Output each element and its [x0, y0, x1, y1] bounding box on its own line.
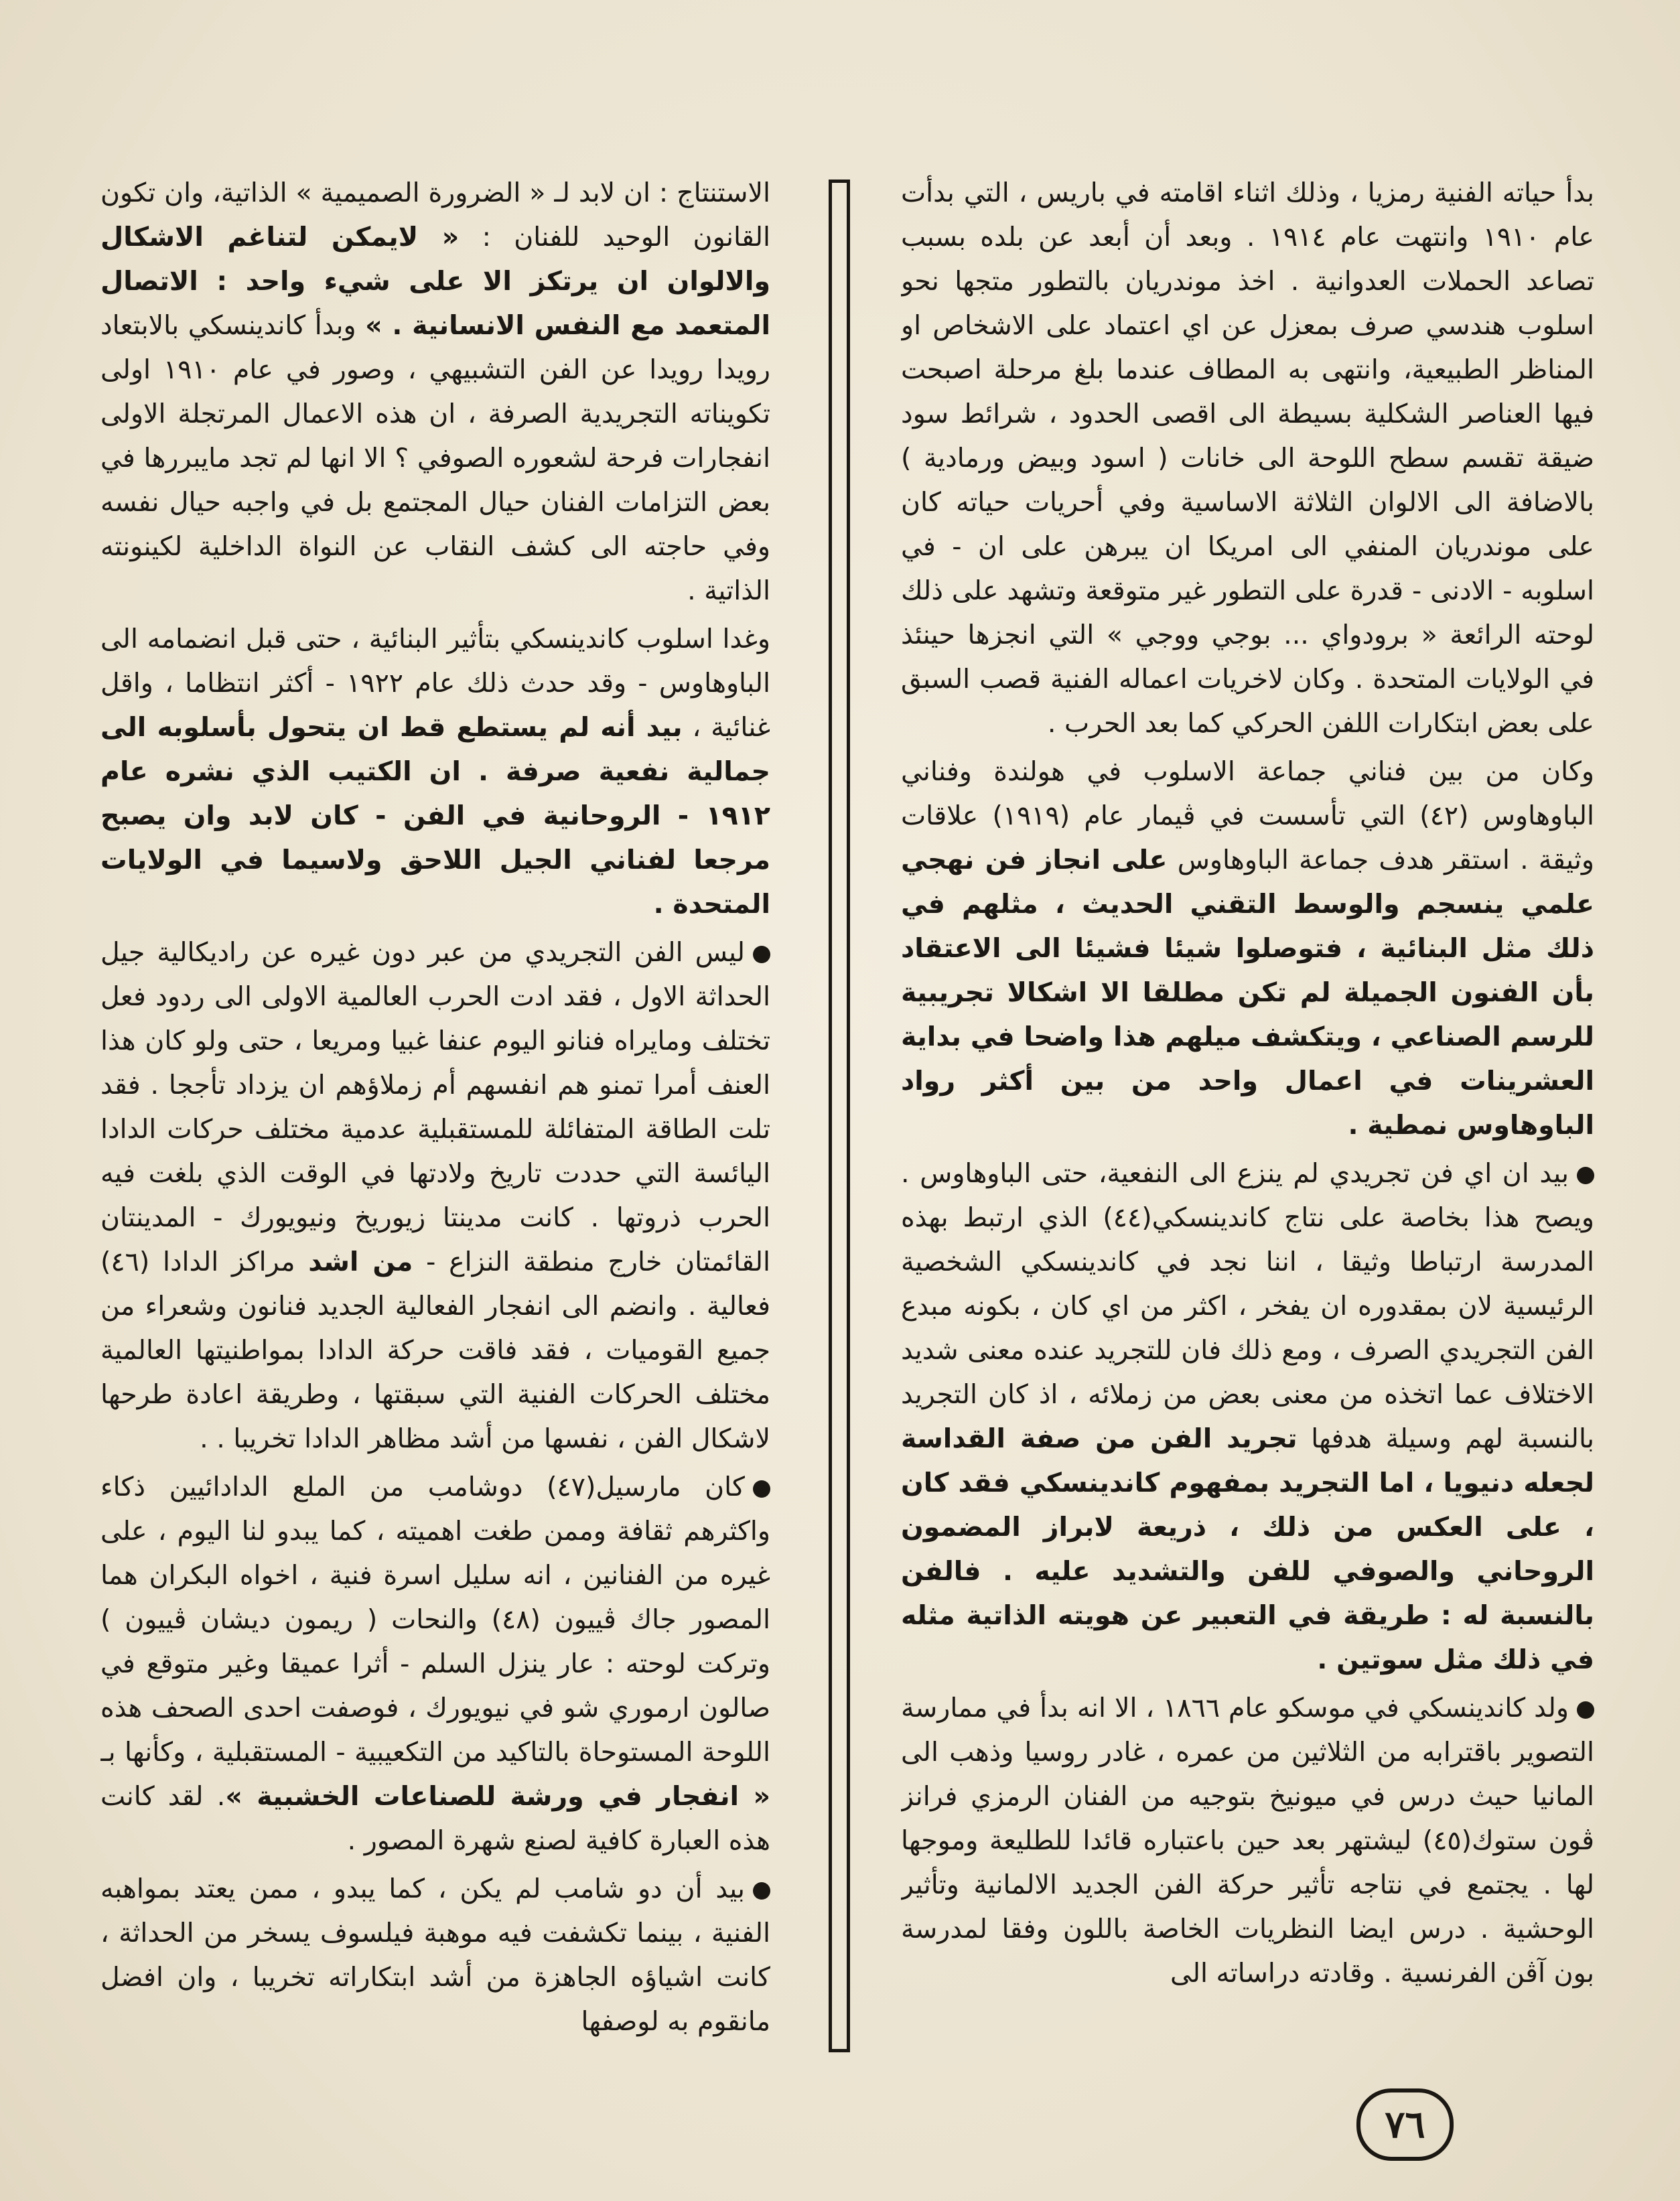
bullet-icon	[753, 946, 770, 963]
right-paragraph-1	[901, 171, 1594, 746]
left-p2-text-b: بيد أنه لم يستطع قط ان يتحول بأسلوبه الى جمالية نفعية صرفة . ان الكتيب الذي نشره عام ١٩١٢ - الروحانية في الفن - كان لابد وان يصبح مرجعا لفناني الجيل اللاحق ولاسيما في الولايات المتحدة .	[100, 712, 770, 920]
right-p2-text-a: وكان من بين فناني جماعة الاسلوب في هولندة وفناني الباوهاوس (٤٢) التي تأسست في ڤيمار عام (١٩١٩) علاقات وثيقة . استقر هدف جماعة الباوهاوس	[901, 756, 1594, 875]
bullet-icon	[1577, 1167, 1594, 1184]
left-p3-text-a: ليس الفن التجريدي من عبر دون غيره عن راديكالية جيل الحداثة الاول ، فقد ادت الحرب العالمية الاولى الى ردود فعل تختلف ومايراه فنانو اليوم عنفا غبيا ومريعا ، حتى ولو كان هذا العنف أمرا تمنو هم انفسهم أم زملاؤهم ان يزداد تأججا . فقد تلت الطاقة المتفائلة للمستقبلية عدمية مختلف حركات الدادا اليائسة التي حددت تاريخ ولادتها في الوقت الذي بلغت فيه الحرب ذروتها . كانت مدينتا زيوريخ ونيويورك - المدينتان القائمتان خارج منطقة النزاع -	[100, 937, 770, 1277]
right-paragraph-3	[901, 1151, 1594, 1682]
right-column	[901, 171, 1594, 2066]
left-paragraph-2	[100, 617, 770, 926]
right-paragraph-2	[901, 750, 1594, 1147]
right-paragraph-4	[901, 1686, 1594, 1995]
left-p4-text-c: . لقد كانت هذه العبارة كافية لصنع شهرة المصور .	[100, 1781, 770, 1856]
bullet-icon	[1577, 1701, 1594, 1719]
left-p4-text-b: « انفجار في ورشة للصناعات الخشبية »	[225, 1781, 770, 1812]
left-p1-text-b: « لايمكن لتناغم الاشكال والالوان ان يرتكز الا على شيء واحد : الاتصال المتعمد مع النفس الانسانية . »	[100, 222, 770, 341]
bullet-icon	[753, 1480, 770, 1498]
right-p4-text: ولد كاندينسكي في موسكو عام ١٨٦٦ ، الا انه بدأ في ممارسة التصوير باقترابه من الثلاثين من عمره ، غادر روسيا وذهب الى المانيا حيث درس في ميونيخ بتوجيه من الفنان الرمزي فرانز ڤون ستوك(٤٥) ليشتهر بعد حين باعتباره قائدا للطليعة وموجها لها . يجتمع في نتاجه تأثير حركة الفن الجديد الالمانية وتأثير الوحشية . درس ايضا النظريات الخاصة باللون وفقا لمدرسة بون آڤن الفرنسية . وقادته دراساته الى	[901, 1693, 1594, 1989]
page-number: ٧٦	[1356, 2088, 1454, 2161]
left-paragraph-1	[100, 171, 770, 613]
right-p2-text-b: على انجاز فن نهجي علمي ينسجم والوسط التقني الحديث ، مثلهم في ذلك مثل البنائية ، فتوصلوا شيئا فشيئا الى الاعتقاد بأن الفنون الجميلة لم تكن مطلقا الا اشكالا تجريبية للرسم الصناعي ، ويتكشف ميلهم هذا واضحا في بداية العشرينات في اعمال واحد من بين أكثر رواد الباوهاوس نمطية .	[901, 845, 1594, 1141]
left-p3-text-b: من اشد	[308, 1247, 413, 1277]
left-p1-text-c: وبدأ كاندينسكي بالابتعاد رويدا رويدا عن الفن التشبيهي ، وصور في عام ١٩١٠ اولى تكويناته التجريدية الصرفة ، ان هذه الاعمال المرتجلة الاولى انفجارات فرحة لشعوره الصوفي ؟ الا انها لم تجد مايبررها في بعض التزامات الفنان حيال المجتمع بل في واجبه حيال نفسه وفي حاجته الى كشف النقاب عن النواة الداخلية لكينونته الذاتية .	[100, 310, 770, 606]
left-paragraph-4	[100, 1465, 770, 1863]
left-p5-text: بيد أن دو شامب لم يكن ، كما يبدو ، ممن يعتد بمواهبه الفنية ، بينما تكشفت فيه موهبة فيلسوف يسخر من الحداثة ، كانت اشياؤه الجاهزة من أشد ابتكاراته تخريبا ، وان افضل مانقوم به لوصفها	[100, 1873, 770, 2037]
column-divider	[829, 180, 850, 2052]
bullet-icon	[753, 1882, 770, 1900]
left-p2-text-a: وغدا اسلوب كاندينسكي بتأثير البنائية ، حتى قبل انضمامه الى الباوهاوس - وقد حدث ذلك عام ١٩٢٢ - أكثر انتظاما ، واقل غنائية ،	[100, 624, 770, 743]
left-paragraph-5	[100, 1867, 770, 2044]
left-p4-text-a: كان مارسيل(٤٧) دوشامب من الملع الدادائيين ذكاء واكثرهم ثقافة وممن طغت اهميته ، كما يبدو لنا اليوم ، على غيره من الفنانين ، انه سليل اسرة فنية ، اخواه البكران هما المصور جاك ڤييون (٤٨) والنحات ( ريمون ديشان ڤييون ) وتركت لوحته : عار ينزل السلم - أثرا عميقا وغير متوقع في صالون ارموري شو في نيويورك ، فوصفت احدى الصحف هذه اللوحة المستوحاة بالتاكيد من التكعيبية - المستقبلية ، وكأنها بـ	[100, 1472, 770, 1768]
left-p1-text-a: الاستنتاج : ان لابد لـ « الضرورة الصميمية » الذاتية، وان تكون القانون الوحيد للفنان :	[100, 178, 770, 253]
left-column	[100, 171, 770, 2066]
left-paragraph-3	[100, 930, 770, 1461]
right-p1-text: بدأ حياته الفنية رمزيا ، وذلك اثناء اقامته في باريس ، التي بدأت عام ١٩١٠ وانتهت عام ١٩١٤ . وبعد أن أبعد عن بلده بسبب تصاعد الحملات العدوانية . اخذ موندريان بالتطور متجها نحو اسلوب هندسي صرف بمعزل عن اي اعتماد على الاشخاص او المناظر الطبيعية، وانتهى به المطاف عندما بلغ مرحلة اصبحت فيها العناصر الشكلية بسيطة الى اقصى الحدود ، شرائط سود ضيقة تقسم سطح اللوحة الى خانات ( اسود وبيض ورمادية ) بالاضافة الى الالوان الثلاثة الاساسية وفي أحريات حياته كان على موندريان المنفي الى امريكا ان يبرهن على ان - في اسلوبه - الادنى - قدرة على التطور غير متوقعة وتشهد على ذلك لوحته الرائعة « برودواي ... بوجي ووجي » التي انجزها حينئذ في الولايات المتحدة . وكان لاخريات اعماله الفنية قصب السبق على بعض ابتكارات اللفن الحركي كما بعد الحرب .	[901, 178, 1594, 739]
right-p3-text-b: تجريد الفن من صفة القداسة لجعله دنيويا ، اما التجريد بمفهوم كاندينسكي فقد كان ، على العكس من ذلك ، ذريعة لابراز المضمون الروحاني والصوفي للفن والتشديد عليه . فالفن بالنسبة له : طريقة في التعبير عن هويته الذاتية مثله في ذلك مثل سوتين .	[901, 1423, 1594, 1675]
right-p3-text-a: بيد ان اي فن تجريدي لم ينزع الى النفعية، حتى الباوهاوس . ويصح هذا بخاصة على نتاج كاندينسكي(٤٤) الذي ارتبط بهذه المدرسة ارتباطا وثيقا ، اننا نجد في كاندينسكي الشخصية الرئيسية لان بمقدوره ان يفخر ، اكثر من اي كان ، بكونه مبدع الفن التجريدي الصرف ، ومع ذلك فان للتجريد عنده معنى شديد الاختلاف عما اتخذه من معنى بعض من زملائه ، اذ كان التجريد بالنسبة لهم وسيلة هدفها	[901, 1158, 1594, 1454]
left-p3-text-c: مراكز الدادا (٤٦) فعالية . وانضم الى انفجار الفعالية الجديد فنانون وشعراء من جميع القوميات ، فقد فاقت حركة الدادا بمواطنيتها العالمية مختلف الحركات الفنية التي سبقتها ، وطريقة اعادة طرحها لاشكال الفن ، نفسها من أشد مظاهر الدادا تخريبا . .	[100, 1247, 770, 1454]
